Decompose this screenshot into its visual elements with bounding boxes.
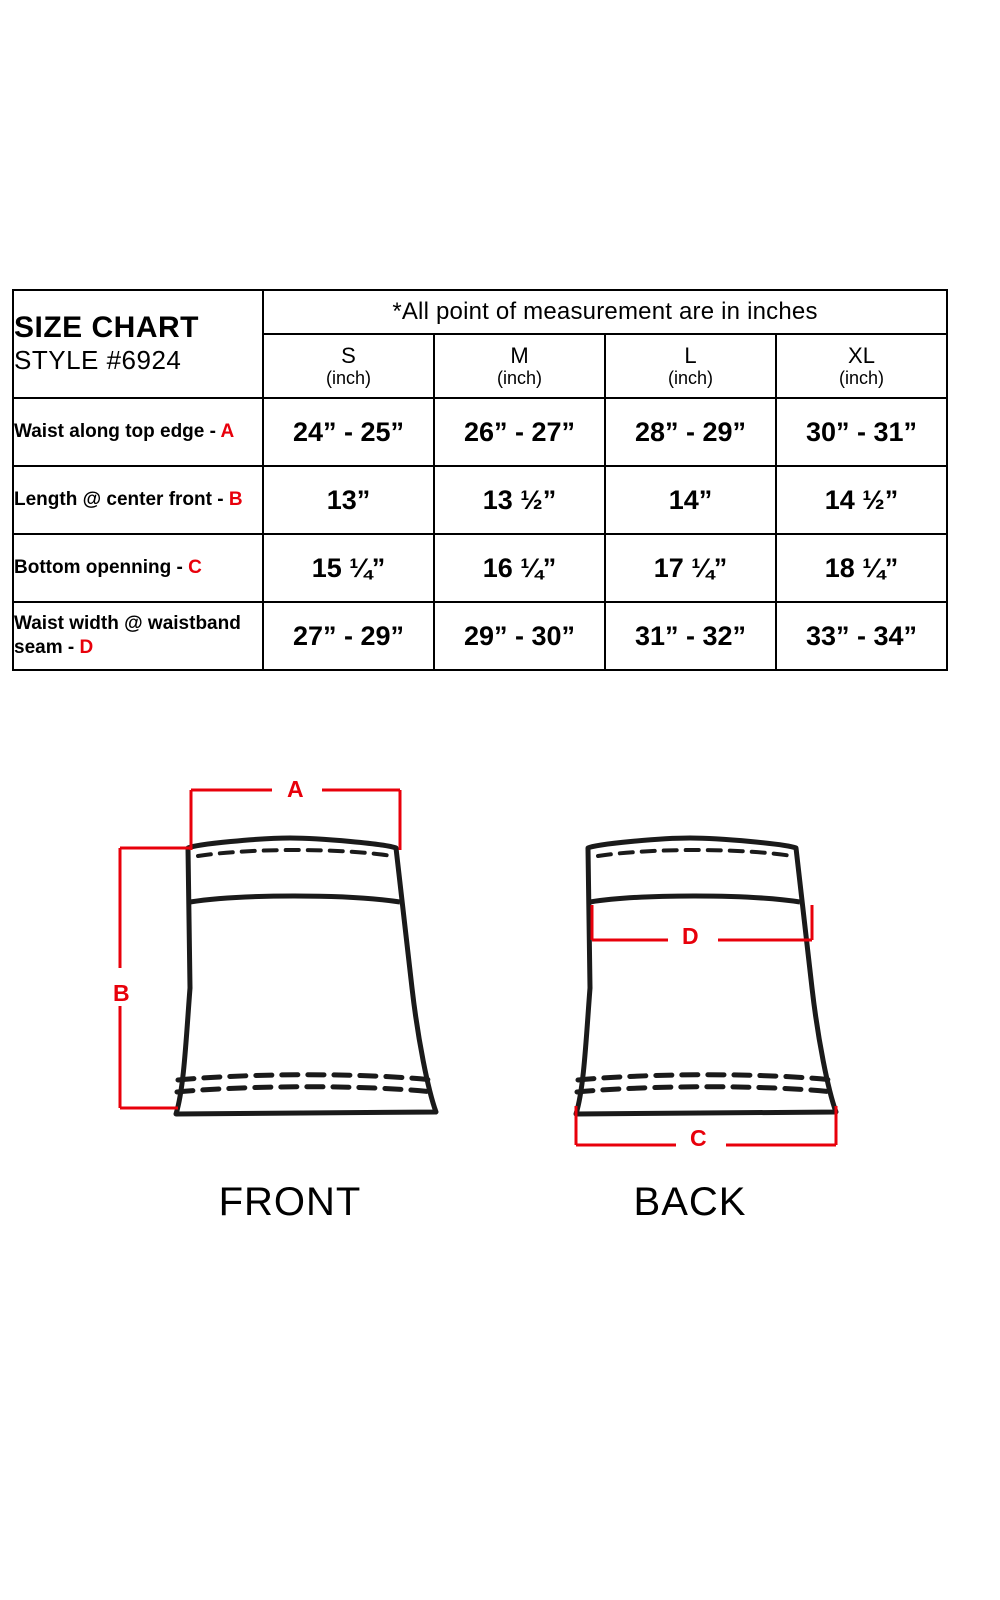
measurement-label-a: A [287, 776, 304, 802]
back-view-caption: BACK [633, 1180, 747, 1224]
cell-value: 28” - 29” [605, 398, 776, 466]
row-label-bottom-opening [13, 534, 263, 602]
table-header-row [13, 290, 947, 334]
front-view-caption: FRONT [218, 1180, 362, 1224]
cell-value: 31” - 32” [605, 602, 776, 670]
cell-value: 14 ½” [776, 466, 947, 534]
measurement-label-c: C [690, 1125, 707, 1151]
front-view-sketch [176, 838, 436, 1114]
row-ref-letter: B [228, 489, 243, 511]
measurement-note: *All point of measurement are in inches [263, 290, 947, 334]
cell-value: 15 ¼” [263, 534, 434, 602]
style-number: STYLE #6924 [14, 344, 182, 375]
row-label-text: Bottom openning - [14, 557, 189, 579]
cell-value: 24” - 25” [263, 398, 434, 466]
cell-value: 30” - 31” [776, 398, 947, 466]
row-ref-letter: C [188, 557, 202, 579]
cell-value: 14” [605, 466, 776, 534]
size-unit: (inch) [838, 368, 884, 389]
size-header-l [605, 334, 776, 398]
cell-value: 33” - 34” [776, 602, 947, 670]
size-unit: (inch) [325, 368, 371, 389]
size-unit: (inch) [667, 368, 713, 389]
table-row [13, 534, 947, 602]
row-label-length-center-front [13, 466, 263, 534]
cell-value: 27” - 29” [263, 602, 434, 670]
size-header-xl [776, 334, 947, 398]
table-row [13, 602, 947, 670]
row-label-text: Waist along top edge - [14, 421, 221, 443]
cell-value: 17 ¼” [605, 534, 776, 602]
cell-value: 16 ¼” [434, 534, 605, 602]
size-label: L [684, 343, 697, 368]
size-label: XL [848, 343, 875, 368]
row-ref-letter: A [220, 421, 235, 443]
garment-illustrations [0, 740, 1000, 1260]
row-label-waist-top-edge [13, 398, 263, 466]
row-label-waist-width-seam [13, 602, 263, 670]
measurement-label-b: B [113, 980, 130, 1006]
size-label: M [510, 343, 529, 368]
row-ref-letter: D [79, 637, 94, 658]
page-title: SIZE CHART [14, 311, 199, 345]
cell-value: 13” [263, 466, 434, 534]
size-label: S [341, 343, 356, 368]
cell-value: 26” - 27” [434, 398, 605, 466]
row-label-text: Length @ center front - [14, 489, 229, 511]
size-header-s [263, 334, 434, 398]
cell-value: 29” - 30” [434, 602, 605, 670]
chart-title-cell [13, 290, 263, 398]
back-view-sketch [576, 838, 836, 1114]
size-header-m [434, 334, 605, 398]
table-row [13, 398, 947, 466]
measurement-line-b [120, 848, 190, 1108]
cell-value: 13 ½” [434, 466, 605, 534]
measurement-label-d: D [682, 923, 699, 949]
size-chart-table [12, 289, 948, 671]
size-unit: (inch) [496, 368, 542, 389]
row-label-text: Waist width @ waistband seam - [14, 613, 241, 658]
cell-value: 18 ¼” [776, 534, 947, 602]
table-row [13, 466, 947, 534]
